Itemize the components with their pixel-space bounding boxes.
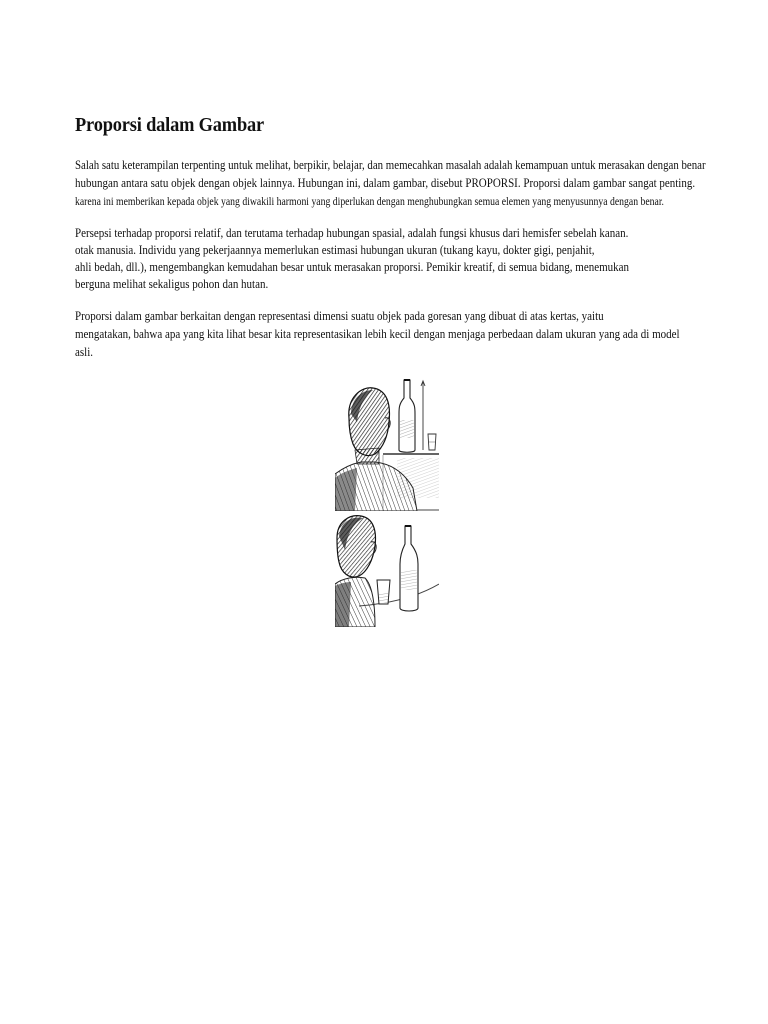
paragraph-3-line-2: mengatakan, bahwa apa yang kita lihat besar kita representasikan lebih kecil dengan menjaga perbedaan dalam ukuran yang ada di model — [75, 326, 680, 341]
paragraph-3-line-3: asli. — [75, 344, 94, 359]
paragraph-2-line-4: berguna melihat sekaligus pohon dan hutan. — [75, 276, 269, 291]
paragraph-3-line-1: Proporsi dalam gambar berkaitan dengan representasi dimensi suatu objek pada goresan yang dibuat di atas kertas, yaitu — [75, 308, 604, 323]
paragraph-1-line-2: hubungan antara satu objek dengan objek lainnya. Hubungan ini, dalam gambar, disebut PROPORSI. Proporsi dalam gambar sangat penting. — [75, 175, 696, 190]
paragraph-2-line-2: otak manusia. Individu yang pekerjaannya memerlukan estimasi hubungan ukuran (tukang kayu, dokter gigi, penjahit, — [75, 242, 595, 257]
illustration-far-view — [335, 378, 439, 511]
illustration-near-view — [335, 514, 439, 627]
paragraph-2-line-3: ahli bedah, dll.), mengembangkan kemudahan besar untuk merasakan proporsi. Pemikir kreatif, di semua bidang, menemukan — [75, 259, 629, 274]
proportion-illustration — [335, 378, 439, 627]
page-title: Proporsi dalam Gambar — [75, 114, 265, 136]
paragraph-2-line-1: Persepsi terhadap proporsi relatif, dan terutama terhadap hubungan spasial, adalah fungsi khusus dari hemisfer sebelah kanan. — [75, 225, 629, 240]
paragraph-1-line-1: Salah satu keterampilan terpenting untuk melihat, berpikir, belajar, dan memecahkan masalah adalah kemampuan untuk merasakan dengan benar — [75, 157, 706, 172]
paragraph-1-line-3: karena ini memberikan kepada objek yang diwakili harmoni yang diperlukan dengan menghubungkan semua elemen yang menyusunnya dengan benar. — [75, 194, 664, 208]
